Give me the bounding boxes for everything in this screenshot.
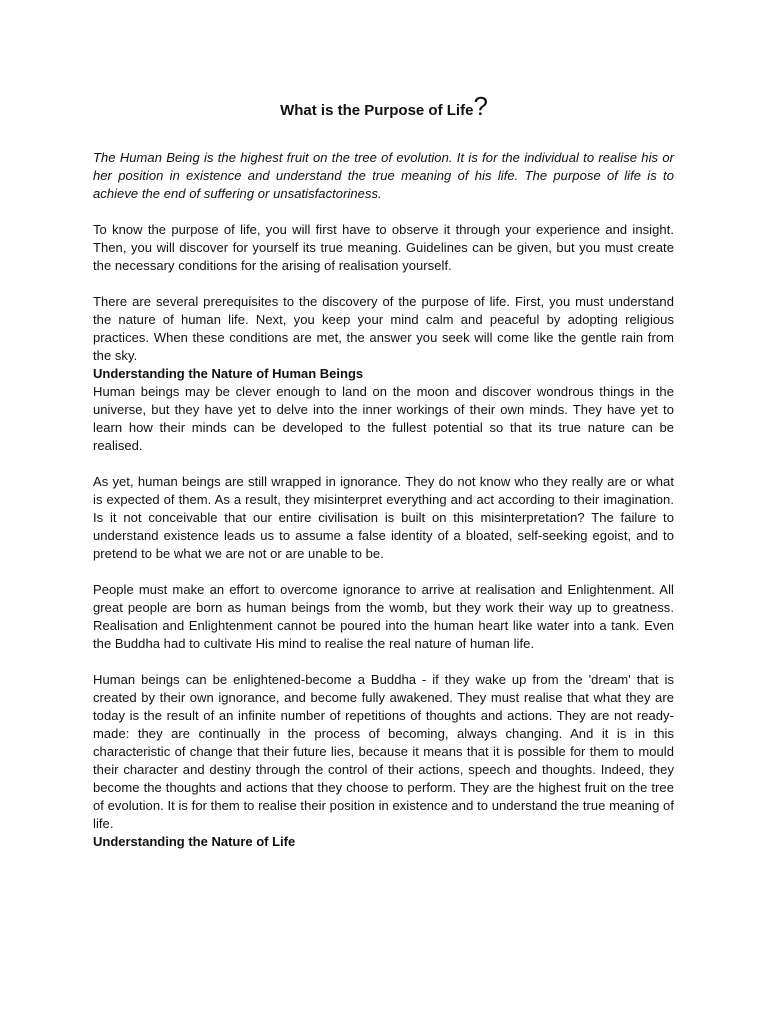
- title-question-mark: ?: [473, 91, 488, 121]
- section-paragraph: Human beings may be clever enough to land on the moon and discover wondrous things in the universe, but they have yet to delve into the inner workings of their own minds. They have yet to learn how their minds can be developed to the fullest potential so that its true nature can be realised.: [93, 384, 674, 453]
- intro-paragraph: The Human Being is the highest fruit on the tree of evolution. It is for the individual to realise his or her position in existence and understand the true meaning of his life. The purpose of life is to achieve the end of suffering or unsatisfactoriness.: [93, 150, 674, 201]
- section-heading: Understanding the Nature of Life: [93, 834, 296, 849]
- body-paragraph: To know the purpose of life, you will first have to observe it through your experience and insight. Then, you will discover for yourself its true meaning. Guidelines can be given, but you must create the necessary conditions for the arising of realisation yourself.: [93, 222, 674, 273]
- document-body: [93, 149, 674, 851]
- section-paragraph: People must make an effort to overcome ignorance to arrive at realisation and Enlightenment. All great people are born as human beings from the womb, but they work their way up to greatness. Realisation and Enlightenment cannot be poured into the human heart like water into a tank. Even the Buddha had to cultivate His mind to realise the real nature of human life.: [93, 582, 674, 651]
- section-heading: Understanding the Nature of Human Beings: [93, 366, 364, 381]
- title-text: What is the Purpose of Life: [280, 102, 474, 119]
- section-paragraph: Human beings can be enlightened-become a Buddha - if they wake up from the 'dream' that is created by their own ignorance, and become fully awakened. They must realise that what they are today is the result of an infinite number of repetitions of thoughts and actions. They are not ready-made: they are continually in the process of becoming, always changing. And it is in this characteristic of change that their future lies, because it means that it is possible for them to mould their character and destiny through the control of their actions, speech and thoughts. Indeed, they become the thoughts and actions that they choose to perform. They are the highest fruit on the tree of evolution. It is for them to realise their position in existence and to understand the true meaning of life.: [93, 672, 674, 831]
- body-paragraph: There are several prerequisites to the discovery of the purpose of life. First, you must understand the nature of human life. Next, you keep your mind calm and peaceful by adopting religious practices. When these conditions are met, the answer you seek will come like the gentle rain from the sky.: [93, 294, 674, 363]
- section-paragraph: As yet, human beings are still wrapped in ignorance. They do not know who they really are or what is expected of them. As a result, they misinterpret everything and act according to their imagination. Is it not conceivable that our entire civilisation is built on this misinterpretation? The failure to understand existence leads us to assume a false identity of a bloated, self-seeking egoist, and to pretend to be what we are not or are unable to be.: [93, 474, 674, 561]
- page-title: [0, 86, 768, 131]
